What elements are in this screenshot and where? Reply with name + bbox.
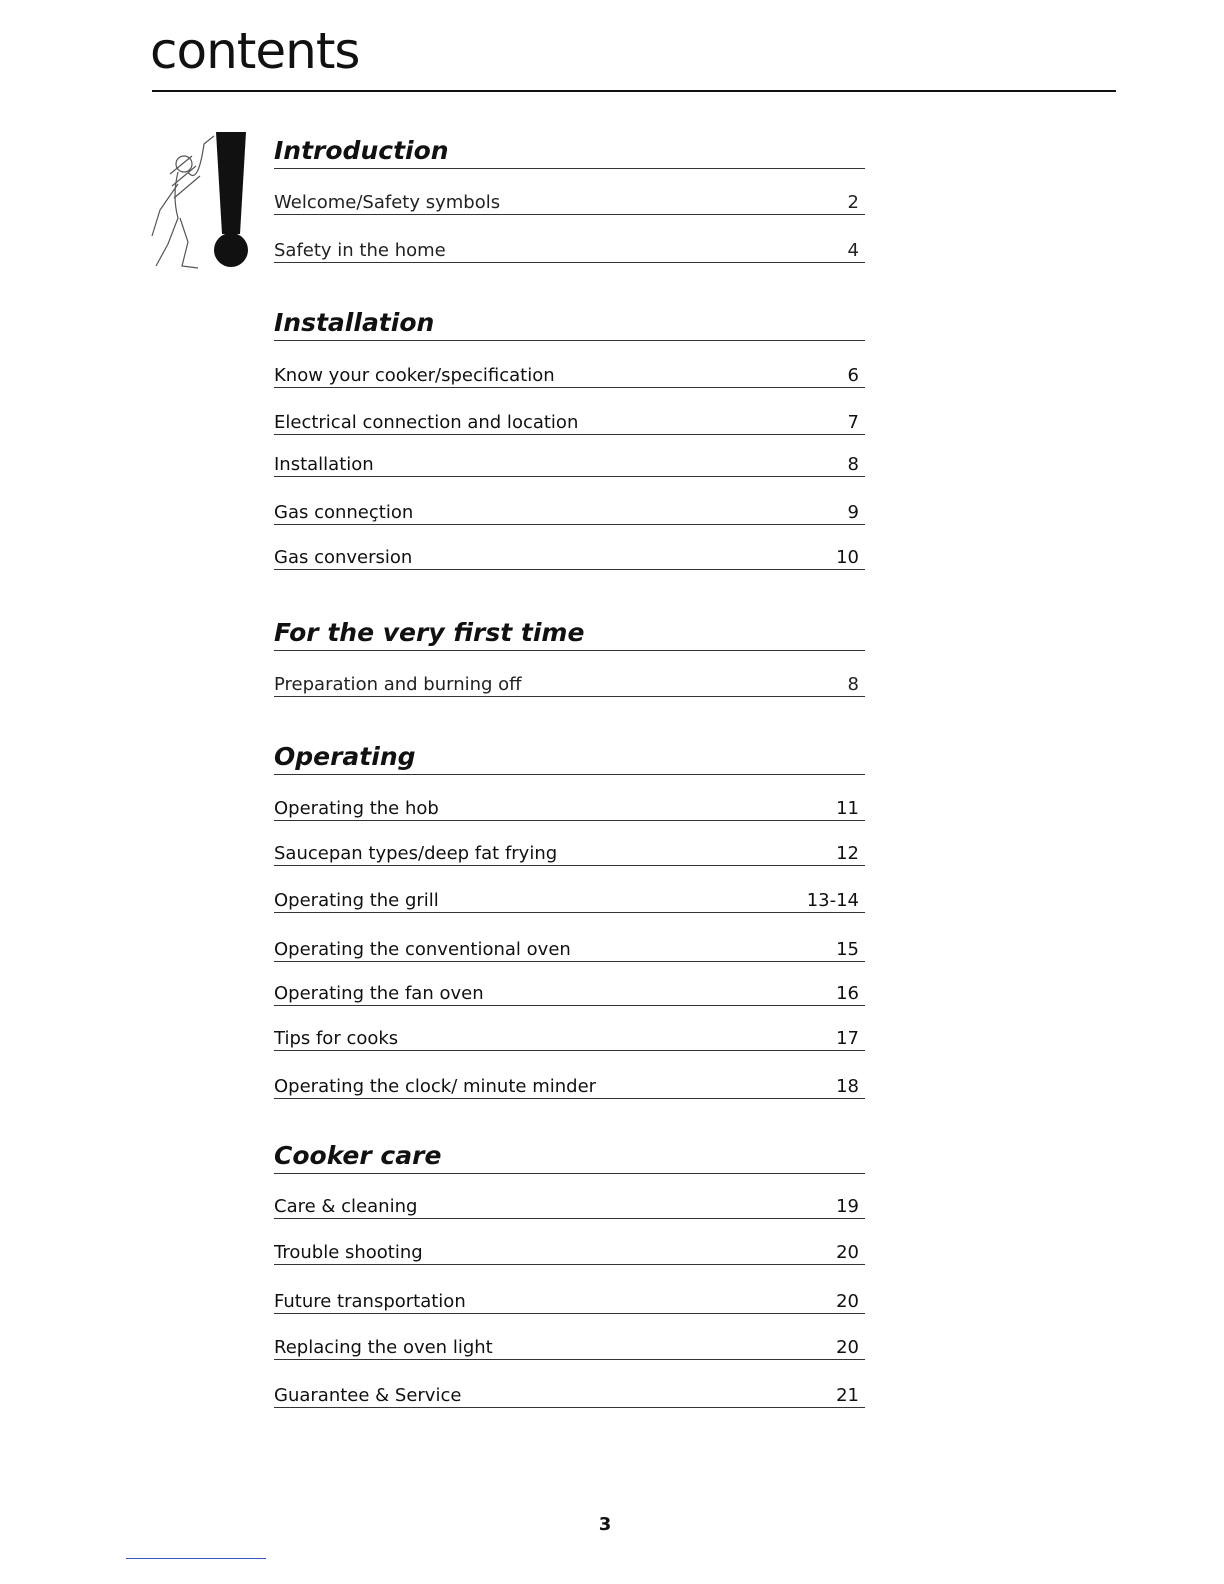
toc-entry[interactable] <box>274 937 865 962</box>
toc-entry-label: Operating the clock/ minute minder <box>274 1076 597 1097</box>
section-heading-first-time: For the very first time <box>274 618 865 651</box>
toc-entry-label: Saucepan types/deep fat frying <box>274 843 558 864</box>
toc-entry[interactable] <box>274 500 865 525</box>
toc-entry-label: Tips for cooks <box>274 1028 399 1049</box>
toc-entry-label: Operating the fan oven <box>274 983 484 1004</box>
toc-entry-label: Gas conversion <box>274 547 413 568</box>
section-heading-introduction: Introduction <box>274 136 865 169</box>
toc-entry-page: 16 <box>836 983 859 1004</box>
toc-entry-label: Operating the hob <box>274 798 439 819</box>
section-heading-operating: Operating <box>274 742 865 775</box>
toc-entry-page: 17 <box>836 1028 859 1049</box>
toc-entry[interactable] <box>274 672 865 697</box>
toc-entry-page: 4 <box>847 240 859 261</box>
toc-entry-page: 20 <box>836 1291 859 1312</box>
toc-entry-page: 7 <box>847 412 859 433</box>
toc-entry-page: 9 <box>847 502 859 523</box>
toc-entry-label: Operating the grill <box>274 890 439 911</box>
toc-entry-label: Electrical connection and location <box>274 412 579 433</box>
toc-entry-page: 8 <box>847 454 859 475</box>
safety-warning-icon <box>148 126 252 272</box>
toc-entry[interactable] <box>274 1383 865 1408</box>
toc-entry-page: 19 <box>836 1196 859 1217</box>
toc-entry-page: 12 <box>836 843 859 864</box>
toc-entry-label: Installation <box>274 454 374 475</box>
toc-entry-label: Replacing the oven light <box>274 1337 493 1358</box>
toc-entry[interactable] <box>274 796 865 821</box>
toc-entry[interactable] <box>274 1335 865 1360</box>
section-heading-installation: Installation <box>274 308 865 341</box>
toc-entry-label: Guarantee & Service <box>274 1385 462 1406</box>
toc-entry[interactable] <box>274 363 865 388</box>
title-divider <box>152 90 1116 92</box>
toc-entry-page: 15 <box>836 939 859 960</box>
footer-link-underline <box>126 1558 266 1559</box>
toc-entry-page: 2 <box>847 192 859 213</box>
toc-entry-label: Preparation and burning off <box>274 674 522 695</box>
toc-entry-page: 21 <box>836 1385 859 1406</box>
toc-entry[interactable] <box>274 1289 865 1314</box>
toc-entry-label: Operating the conventional oven <box>274 939 571 960</box>
toc-entry[interactable] <box>274 190 865 215</box>
toc-entry[interactable] <box>274 841 865 866</box>
toc-entry-page: 8 <box>847 674 859 695</box>
toc-entry-page: 6 <box>847 365 859 386</box>
toc-entry[interactable] <box>274 1026 865 1051</box>
toc-entry-page: 18 <box>836 1076 859 1097</box>
toc-entry[interactable] <box>274 981 865 1006</box>
page-title: contents <box>150 22 360 80</box>
toc-entry-label: Know your cooker/specification <box>274 365 555 386</box>
toc-entry-label: Gas conneçtion <box>274 502 414 523</box>
toc-entry-page: 11 <box>836 798 859 819</box>
toc-entry[interactable] <box>274 238 865 263</box>
toc-entry[interactable] <box>274 410 865 435</box>
toc-entry-label: Trouble shooting <box>274 1242 423 1263</box>
section-heading-cooker-care: Cooker care <box>274 1141 865 1174</box>
toc-entry[interactable] <box>274 452 865 477</box>
toc-entry[interactable] <box>274 1074 865 1099</box>
page-number: 3 <box>598 1514 612 1535</box>
toc-entry[interactable] <box>274 888 865 913</box>
toc-entry-label: Care & cleaning <box>274 1196 418 1217</box>
toc-entry[interactable] <box>274 1194 865 1219</box>
toc-entry[interactable] <box>274 1240 865 1265</box>
toc-entry-page: 20 <box>836 1242 859 1263</box>
toc-entry-label: Future transportation <box>274 1291 466 1312</box>
toc-entry-label: Safety in the home <box>274 240 446 261</box>
toc-entry-page: 10 <box>836 547 859 568</box>
toc-entry[interactable] <box>274 545 865 570</box>
toc-entry-page: 20 <box>836 1337 859 1358</box>
toc-entry-page: 13-14 <box>806 890 859 911</box>
toc-entry-label: Welcome/Safety symbols <box>274 192 501 213</box>
